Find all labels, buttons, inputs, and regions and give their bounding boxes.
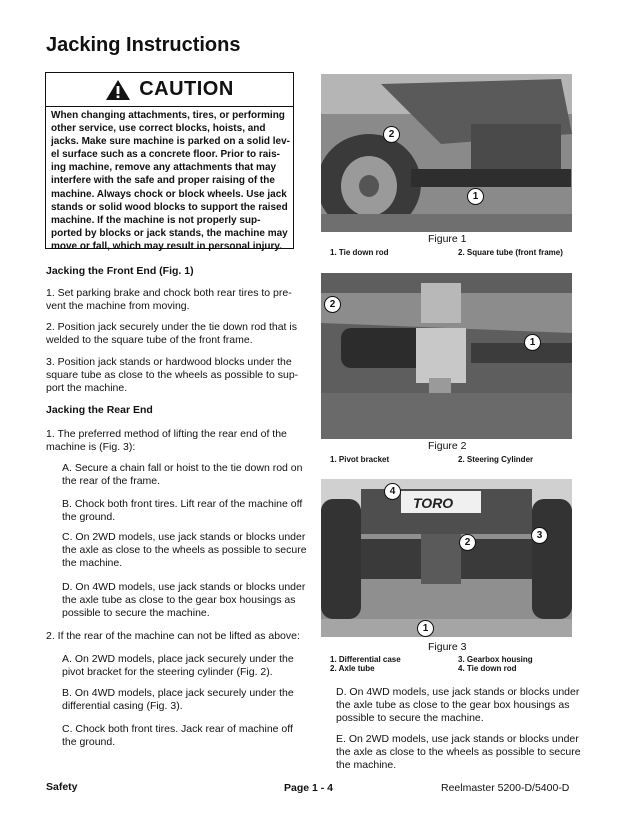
warning-triangle-icon: [105, 79, 131, 101]
fig3-item: 4. Tie down rod: [458, 664, 517, 673]
caution-line: machine. If the machine is not properly sup-: [51, 214, 261, 226]
front-frame-illustration: [321, 74, 572, 232]
rear-step-2a: [62, 653, 294, 679]
fig3-item: 3. Gearbox housing: [458, 655, 533, 664]
text-line: possible to secure the machine.: [336, 712, 484, 725]
fig1-item: 1. Tie down rod: [330, 248, 389, 257]
text-line: 3. Position jack stands or hardwood blocks under the: [46, 356, 292, 368]
text-line: the axle as close to the wheels as possible to secure: [336, 746, 581, 759]
rear-step-1a: [62, 462, 302, 488]
text-line: the axle tube as close to the gear box housings as: [336, 699, 570, 712]
text-line: the machine.: [336, 759, 397, 772]
callout: 3: [531, 527, 548, 544]
steering-cylinder-illustration: [321, 273, 572, 439]
text-line: differential casing (Fig. 3).: [62, 700, 183, 713]
text-line: square tube as close to the wheels as possible to sup-: [46, 369, 299, 382]
caution-line: el surface such as a concrete floor. Prior to rais-: [51, 149, 280, 161]
text-line: B. Chock both front tires. Lift rear of the machine off: [62, 498, 303, 510]
text-line: 2. Position jack securely under the tie down rod that is: [46, 321, 297, 333]
text-line: 1. The preferred method of lifting the rear end of the: [46, 428, 287, 440]
caution-heading: CAUTION: [139, 78, 234, 100]
front-end-heading: Jacking the Front End (Fig. 1): [46, 265, 194, 277]
fig2-item: 1. Pivot bracket: [330, 455, 390, 464]
front-step-2: [46, 321, 297, 347]
fig3-item: 1. Differential case: [330, 655, 401, 664]
callout: 1: [524, 334, 541, 351]
figure-1-label: Figure 1: [428, 233, 467, 245]
text-line: A. Secure a chain fall or hoist to the tie down rod on: [62, 462, 303, 474]
text-line: vent the machine from moving.: [46, 300, 190, 313]
page-title: Jacking Instructions: [46, 34, 241, 56]
caution-line: stands or solid wood blocks to support the raised: [51, 201, 288, 213]
rear-step-2d: [336, 686, 579, 726]
rear-step-2b: [62, 687, 294, 713]
caution-line: When changing attachments, tires, or performing: [51, 110, 285, 121]
text-line: the axle as close to the wheels as possible to secure: [62, 544, 307, 557]
front-step-3: [46, 356, 298, 396]
text-line: the machine.: [62, 557, 123, 570]
text-line: 1. Set parking brake and chock both rear tires to pre-: [46, 287, 292, 299]
text-line: A. On 2WD models, place jack securely under the: [62, 653, 294, 665]
text-line: D. On 4WD models, use jack stands or blocks under: [62, 581, 306, 593]
text-line: pivot bracket for the steering cylinder (Fig. 2).: [62, 666, 273, 679]
figure-3-photo: [321, 479, 572, 637]
footer-page-number: Page 1 - 4: [284, 782, 334, 794]
footer-manual-title: Reelmaster 5200-D/5400-D: [441, 782, 570, 794]
caution-line: move or fall, which may result in personal injury.: [51, 240, 282, 252]
rear-step-1c: [62, 531, 307, 571]
fig1-item: 2. Square tube (front frame): [458, 248, 563, 257]
footer-section: Safety: [46, 781, 78, 793]
caution-line: ing machine, remove any attachments that may: [51, 162, 277, 174]
front-step-1: [46, 287, 292, 313]
text-line: B. On 4WD models, place jack securely under the: [62, 687, 294, 699]
rear-step-1d: [62, 581, 305, 621]
text-line: port the machine.: [46, 382, 128, 395]
caution-box: [45, 72, 294, 252]
rear-end-heading: Jacking the Rear End: [46, 404, 153, 416]
caution-header: [46, 73, 293, 107]
caution-line: interfere with the safe and proper raising of the: [51, 175, 275, 187]
callout: 2: [459, 534, 476, 551]
rear-step-2c: [62, 723, 293, 749]
toro-logo: TORO: [413, 495, 454, 511]
caution-line: jacks. Make sure machine is parked on a solid lev-: [51, 136, 290, 148]
callout: 2: [324, 296, 341, 313]
caution-text: [51, 109, 290, 253]
figure-1-photo: [321, 74, 572, 232]
text-line: machine is (Fig. 3):: [46, 441, 136, 454]
caution-line: machine. Always chock or block wheels. Use jack: [51, 188, 287, 200]
figure-2-photo: [321, 273, 572, 439]
callout: 2: [383, 126, 400, 143]
text-line: the rear of the frame.: [62, 475, 161, 488]
rear-step-2: 2. If the rear of the machine can not be lifted as above:: [46, 630, 300, 642]
text-line: possible to secure the machine.: [62, 607, 210, 620]
fig2-item: 2. Steering Cylinder: [458, 455, 534, 464]
text-line: the ground.: [62, 511, 116, 524]
callout: 1: [467, 188, 484, 205]
figure-2-label: Figure 2: [428, 440, 467, 452]
text-line: C. On 2WD models, use jack stands or blocks under: [62, 531, 306, 543]
text-line: C. Chock both front tires. Jack rear of machine off: [62, 723, 293, 735]
rear-step-2e: [336, 733, 581, 773]
text-line: the axle tube as close to the gear box housings as: [62, 594, 296, 607]
caution-line: ported by blocks or jack stands, the machine may: [51, 227, 288, 239]
callout: 1: [417, 620, 434, 637]
text-line: welded to the square tube of the front frame.: [46, 334, 253, 347]
text-line: D. On 4WD models, use jack stands or blocks under: [336, 686, 580, 698]
figure-3-label: Figure 3: [428, 641, 467, 653]
caution-line: other service, use correct blocks, hoists, and: [51, 123, 266, 135]
text-line: E. On 2WD models, use jack stands or blocks under: [336, 733, 579, 745]
text-line: the ground.: [62, 736, 116, 749]
callout: 4: [384, 483, 401, 500]
fig3-item: 2. Axle tube: [330, 664, 375, 673]
rear-step-1: [46, 428, 287, 454]
rear-step-1b: [62, 498, 302, 524]
